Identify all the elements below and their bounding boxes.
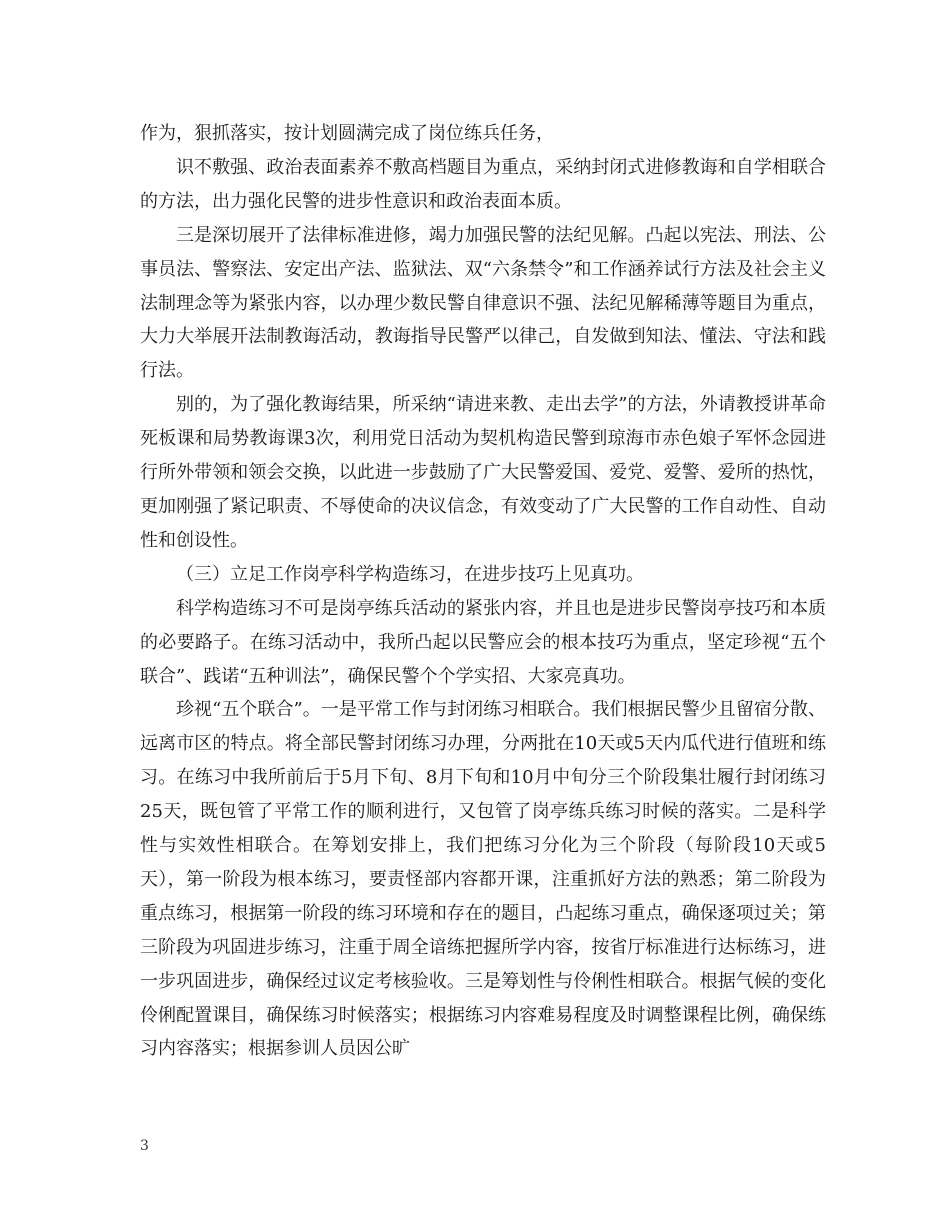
paragraph-2: 识不敷强、政治表面素养不敷高档题目为重点，采纳封闭式进修教诲和自学相联合的方法，出力强化民警的进步性意识和政治表面本质。 [140, 156, 826, 212]
body-text [140, 117, 826, 1066]
section-heading-3: （三）立足工作岗亭科学构造练习，在进步技巧上见真功。 [176, 563, 644, 585]
paragraph-3: 三是深切展开了法律标准进修，竭力加强民警的法纪见解。凸起以宪法、刑法、公事员法、警察法、安定出产法、监狱法、双“六条禁令”和工作涵养试行方法及社会主义法制理念等为紧张内容，以办理少数民警自律意识不强、法纪见解稀薄等题目为重点，大力大举展开法制教诲活动，教诲指导民警严以律己，自发做到知法、懂法、守法和践行法。 [140, 224, 826, 382]
paragraph-1: 作为，狠抓落实，按计划圆满完成了岗位练兵任务， [140, 123, 554, 144]
paragraph-4: 别的，为了强化教诲结果，所采纳“请进来教、走出去学”的方法，外请教授讲革命死板课和局势教诲课3次，利用党日活动为契机构造民警到琼海市赤色娘子军怀念园进行所外带领和领会交换，以此进一步鼓励了广大民警爱国、爱党、爱警、爱所的热忱，更加刚强了紧记职责、不辱使命的决议信念，有效变动了广大民警的工作自动性、自动性和创设性。 [140, 394, 826, 551]
paragraph-7: 珍视“五个联合”。一是平常工作与封闭练习相联合。我们根据民警少且留宿分散、远离市区的特点。将全部民警封闭练习办理，分两批在10天或5天内瓜代进行值班和练习。在练习中我所前后于5月下旬、8月下旬和10月中旬分三个阶段集壮履行封闭练习25天，既包管了平常工作的顺利进行，又包管了岗亭练兵练习时候的落实。二是科学性与实效性相联合。在筹划安排上，我们把练习分化为三个阶段（每阶段10天或5天），第一阶段为根本练习，要责怪部内容都开课，注重抓好方法的熟悉；第二阶段为重点练习，根据第一阶段的练习环境和存在的题目，凸起练习重点，确保逐项过关；第三阶段为巩固进步练习，注重于周全谙练把握所学内容，按省厅标准进行达标练习，进一步巩固进步，确保经过议定考核验收。三是筹划性与伶俐性相联合。根据气候的变化伶俐配置课目，确保练习时候落实；根据练习内容难易程度及时调整课程比例，确保练习内容落实；根据参训人员因公旷 [140, 699, 826, 1060]
paragraph-6: 科学构造练习不可是岗亭练兵活动的紧张内容，并且也是进步民警岗亭技巧和本质的必要路子。在练习活动中，我所凸起以民警应会的根本技巧为重点，坚定珍视“五个联合”、践诺“五种训法”，确保民警个个学实招、大家亮真功。 [140, 597, 826, 687]
page-number: 3 [140, 1138, 149, 1154]
